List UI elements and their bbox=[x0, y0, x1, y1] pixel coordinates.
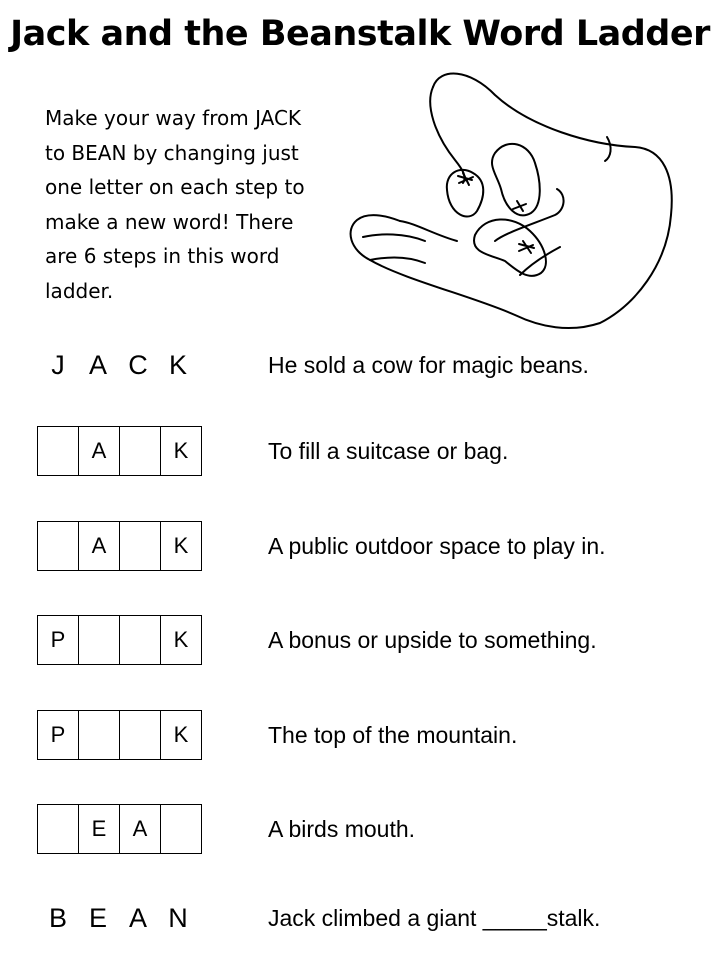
instructions-line: ladder. bbox=[45, 278, 114, 303]
letter-box[interactable]: A bbox=[78, 426, 120, 476]
letter-box[interactable] bbox=[119, 426, 161, 476]
letter-box[interactable]: P bbox=[37, 710, 79, 760]
letter-box[interactable]: E bbox=[78, 804, 120, 854]
letter-boxes bbox=[37, 521, 202, 571]
letter-boxes bbox=[37, 426, 202, 476]
letter-box[interactable] bbox=[119, 615, 161, 665]
letter-box[interactable]: A bbox=[119, 804, 161, 854]
hand-with-beans-illustration bbox=[345, 65, 675, 335]
letter-box[interactable]: K bbox=[160, 710, 202, 760]
clue: Jack climbed a giant _____stalk. bbox=[268, 905, 601, 931]
letter-box[interactable] bbox=[37, 521, 79, 571]
ladder-rung-3 bbox=[0, 615, 720, 665]
end-word bbox=[38, 893, 198, 943]
instructions bbox=[45, 101, 355, 308]
clue: He sold a cow for magic beans. bbox=[268, 352, 589, 378]
bean-shape bbox=[492, 144, 540, 215]
instructions-line: to BEAN by changing just bbox=[45, 140, 299, 165]
letter: K bbox=[168, 350, 187, 380]
letter: J bbox=[51, 350, 65, 380]
letter: A bbox=[88, 350, 107, 380]
letter-box[interactable] bbox=[119, 521, 161, 571]
letter-box[interactable] bbox=[78, 615, 120, 665]
instructions-line: Make your way from JACK bbox=[45, 106, 302, 130]
letter-box[interactable] bbox=[78, 710, 120, 760]
clue: A public outdoor space to play in. bbox=[268, 533, 606, 559]
letter: A bbox=[128, 903, 147, 933]
letter-box[interactable]: A bbox=[78, 521, 120, 571]
letter-boxes bbox=[37, 615, 202, 665]
clue: To fill a suitcase or bag. bbox=[268, 438, 509, 464]
letter-boxes bbox=[37, 804, 202, 854]
letter-boxes bbox=[37, 710, 202, 760]
letter: N bbox=[168, 903, 188, 933]
letter-box[interactable] bbox=[37, 804, 79, 854]
instructions-line: make a new word! There bbox=[45, 209, 294, 234]
letter-box[interactable] bbox=[160, 804, 202, 854]
ladder-rung-5 bbox=[0, 804, 720, 854]
page-title: Jack and the Beanstalk Word Ladder bbox=[10, 14, 710, 54]
letter: E bbox=[88, 903, 107, 933]
letter-box[interactable]: K bbox=[160, 426, 202, 476]
letter: C bbox=[128, 350, 148, 380]
ladder-rung-4 bbox=[0, 710, 720, 760]
letter-box[interactable] bbox=[119, 710, 161, 760]
clue: A birds mouth. bbox=[268, 816, 416, 842]
ladder-rung-start bbox=[0, 340, 720, 390]
ladder-rung-end bbox=[0, 893, 720, 943]
letter-box[interactable]: P bbox=[37, 615, 79, 665]
clue: The top of the mountain. bbox=[268, 722, 518, 748]
clue: A bonus or upside to something. bbox=[268, 627, 597, 653]
letter-box[interactable]: K bbox=[160, 521, 202, 571]
bean-shape bbox=[474, 219, 546, 275]
letter: B bbox=[48, 903, 67, 933]
ladder-rung-1 bbox=[0, 426, 720, 476]
letter-box[interactable] bbox=[37, 426, 79, 476]
ladder-rung-2 bbox=[0, 521, 720, 571]
start-word bbox=[38, 340, 198, 390]
instructions-line: are 6 steps in this word bbox=[45, 244, 280, 268]
instructions-line: one letter on each step to bbox=[45, 175, 305, 199]
letter-box[interactable]: K bbox=[160, 615, 202, 665]
